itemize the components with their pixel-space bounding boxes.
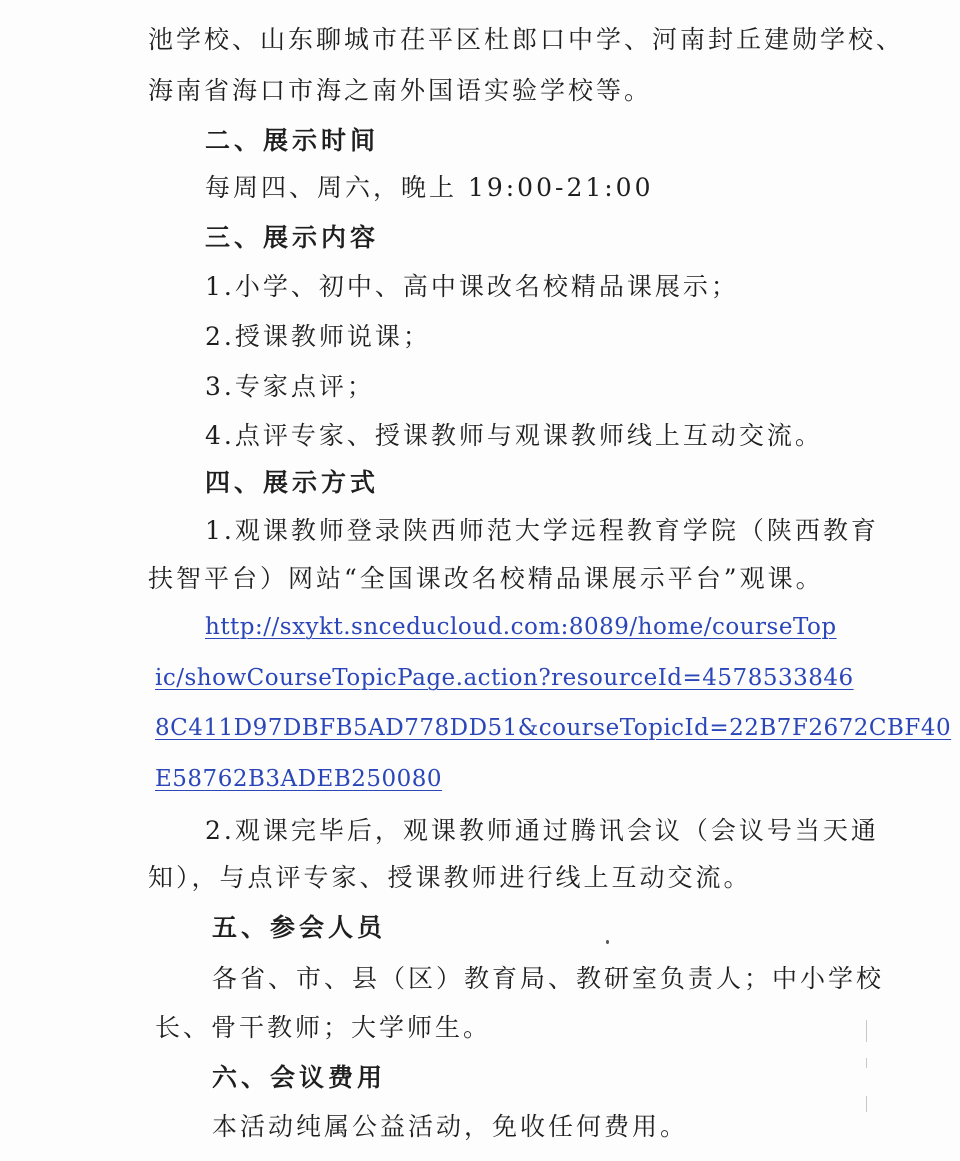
attendees-line-1: 各省、市、县（区）教育局、教研室负责人；中小学校 <box>212 964 885 993</box>
fees-text: 本活动纯属公益活动，免收任何费用。 <box>212 1112 689 1141</box>
section-heading-time: 二、展示时间 <box>205 126 380 155</box>
url-link-line-4[interactable]: E58762B3ADEB250080 <box>155 766 443 792</box>
method-item-1-line-2: 扶智平台）网站“全国课改名校精品课展示平台”观课。 <box>148 564 824 593</box>
scan-edge-mark <box>866 1020 867 1042</box>
scan-edge-mark <box>866 1096 867 1112</box>
method-item-2-line-1: 2.观课完毕后，观课教师通过腾讯会议（会议号当天通 <box>205 816 879 845</box>
method-item-1-line-1: 1.观课教师登录陕西师范大学远程教育学院（陕西教育 <box>205 516 879 545</box>
content-item-4: 4.点评专家、授课教师与观课教师线上互动交流。 <box>205 421 823 450</box>
continuation-line-1: 池学校、山东聊城市茌平区杜郎口中学、河南封丘建勋学校、 <box>148 25 905 54</box>
url-link-line-3[interactable]: 8C411D97DBFB5AD778DD51&courseTopicId=22B7F2672CBF40 <box>155 715 952 741</box>
content-item-2: 2.授课教师说课； <box>205 322 431 351</box>
section-heading-attendees: 五、参会人员 <box>212 913 387 942</box>
url-link-line-2[interactable]: ic/showCourseTopicPage.action?resourceId=4578533846 <box>155 665 854 691</box>
scan-edge-mark <box>866 1058 867 1068</box>
continuation-line-2: 海南省海口市海之南外国语实验学校等。 <box>148 76 653 105</box>
section-heading-fees: 六、会议费用 <box>212 1063 387 1092</box>
schedule-text: 每周四、周六，晚上 19:00-21:00 <box>205 173 654 202</box>
section-heading-method: 四、展示方式 <box>205 468 380 497</box>
method-item-2-line-2: 知），与点评专家、授课教师进行线上互动交流。 <box>148 863 752 892</box>
content-item-1: 1.小学、初中、高中课改名校精品课展示； <box>205 272 739 301</box>
scan-speck <box>606 940 609 944</box>
content-item-3: 3.专家点评； <box>205 372 375 401</box>
url-link-line-1[interactable]: http://sxykt.snceducloud.com:8089/home/courseTop <box>205 614 837 640</box>
section-heading-content: 三、展示内容 <box>205 223 380 252</box>
attendees-line-2: 长、骨干教师；大学师生。 <box>155 1013 492 1042</box>
